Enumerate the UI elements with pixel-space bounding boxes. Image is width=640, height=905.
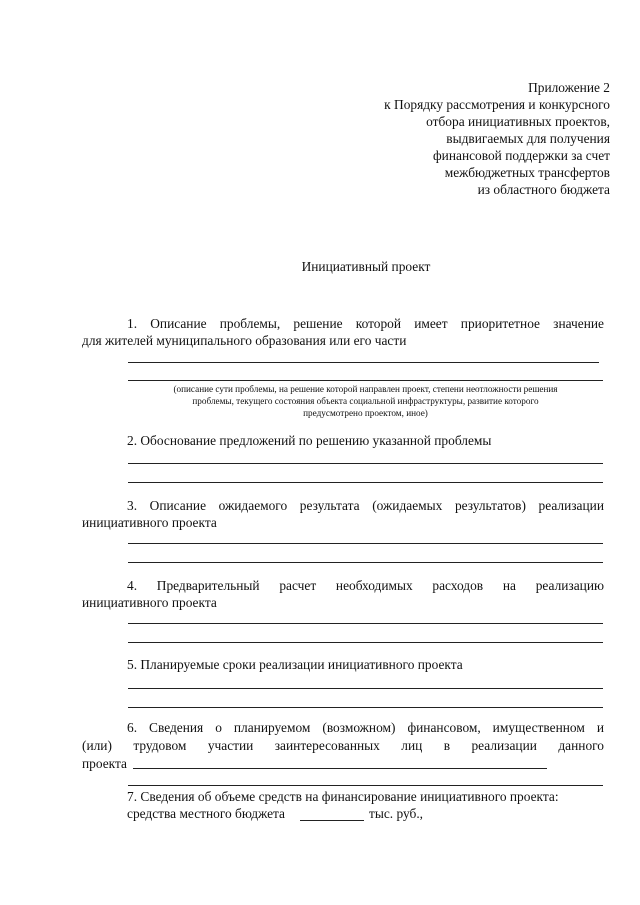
section-5-text: 5. Планируемые сроки реализации инициативного проекта — [127, 657, 463, 672]
page-title: Инициативный проект — [301, 259, 431, 274]
fill-line[interactable] — [128, 785, 603, 786]
section-6-text: 6. Сведения о планируемом (возможном) финансовом, имущественном и — [127, 720, 604, 735]
fill-line[interactable] — [128, 463, 603, 464]
section-7-text: 7. Сведения об объеме средств на финансирование инициативного проекта: — [127, 789, 559, 804]
fill-line[interactable] — [128, 562, 603, 563]
fill-line[interactable] — [128, 380, 603, 381]
section-1-text: 1. Описание проблемы, решение которой имеет приоритетное значение — [127, 316, 604, 331]
section-1-text: для жителей муниципального образования или его части — [82, 333, 407, 348]
header-line: из областного бюджета — [477, 182, 610, 197]
section-3-text: инициативного проекта — [82, 515, 217, 530]
fill-line[interactable] — [128, 482, 603, 483]
section-1-note: (описание сути проблемы, на решение которой направлен проект, степени неотложности решения проблемы, текущего состояния объекта социальной инфраструктуры, развитие которого предусмотрено проектом, иное) — [173, 384, 558, 418]
section-2-text: 2. Обоснование предложений по решению указанной проблемы — [127, 433, 492, 448]
section-6-text: проекта — [82, 756, 127, 771]
header-line: Приложение 2 — [528, 80, 610, 95]
section-7-text: средства местного бюджета — [127, 806, 285, 821]
header-line: к Порядку рассмотрения и конкурсного — [384, 97, 610, 112]
fill-line[interactable] — [128, 688, 603, 689]
section-7-unit: тыс. руб., — [369, 806, 424, 821]
fill-line[interactable] — [128, 642, 603, 643]
fill-line[interactable] — [128, 362, 599, 363]
fill-line[interactable] — [128, 707, 603, 708]
fill-line[interactable] — [133, 768, 547, 769]
fill-line[interactable] — [300, 820, 364, 821]
fill-line[interactable] — [128, 623, 603, 624]
section-6-text: (или) трудовом участии заинтересованных лиц в реализации данного — [82, 738, 604, 753]
header-line: выдвигаемых для получения — [446, 131, 610, 146]
appendix-header — [384, 79, 610, 198]
section-4-text: инициативного проекта — [82, 595, 217, 610]
header-line: межбюджетных трансфертов — [444, 165, 610, 180]
header-line: отбора инициативных проектов, — [426, 114, 610, 129]
section-3-text: 3. Описание ожидаемого результата (ожидаемых результатов) реализации — [127, 498, 604, 513]
fill-line[interactable] — [128, 543, 603, 544]
section-4-text: 4. Предварительный расчет необходимых расходов на реализацию — [127, 578, 604, 593]
header-line: финансовой поддержки за счет — [433, 148, 610, 163]
